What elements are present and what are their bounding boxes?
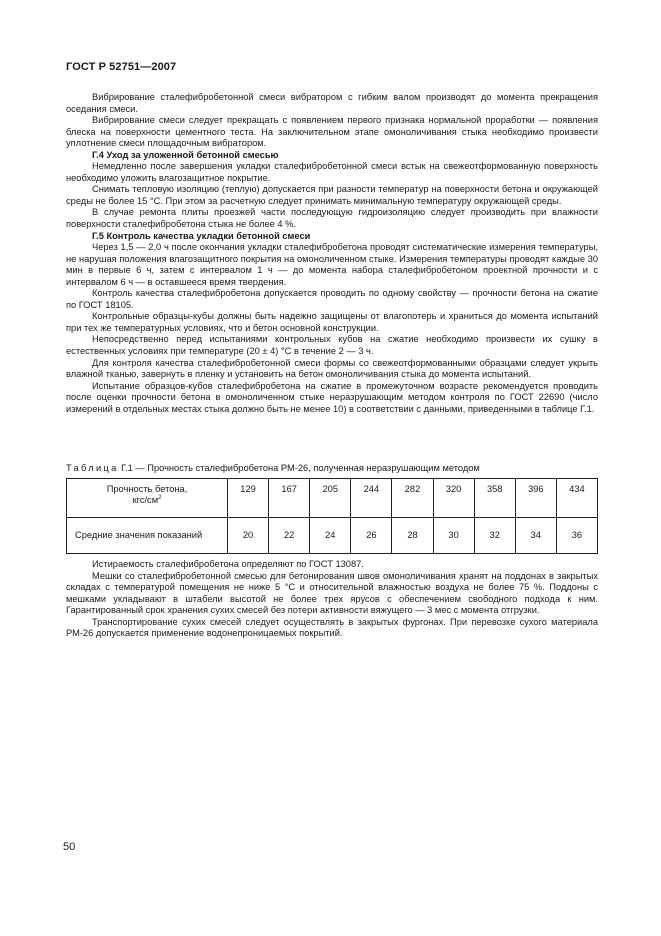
paragraph: Через 1,5 — 2,0 ч после окончания укладки сталефибробетона проводят систематические измерения температуры, не нарушая положения влагозащитного покрытия на омоноличенном стыке. Измерения температуры проводят каждые 30 мин в первые 6 ч, затем с интервалом 1 ч — до момента набора сталефибробетоном проектной прочности и с интервалом 6 ч — в оставшееся время твердения. — [66, 242, 598, 287]
table-row — [67, 479, 598, 518]
table-cell: 28 — [392, 518, 433, 554]
page-number: 50 — [63, 841, 76, 853]
paragraph: Снимать тепловую изоляцию (теплую) допускается при разности температур на поверхности бетона и окружающей среды не более 15 °С. При этом за расчетную следует принимать минимальную температуру окружающей среды. — [66, 184, 598, 206]
table-caption — [66, 463, 480, 473]
paragraph: Испытание образцов-кубов сталефибробетона на сжатие в промежуточном возрасте рекомендуется проводить после оценки прочности бетона в омоноличенном стыке неразрушающим методом контроля по ГОСТ 22690 (число измерений в отдельных местах стыка должно быть не менее 10) в соответствии с данными, приведенными в таблице Г.1. — [66, 380, 598, 414]
table-cell: 167 — [269, 479, 310, 518]
section-heading: Г.4 Уход за уложенной бетонной смесью — [92, 149, 279, 160]
table-cell: 32 — [474, 518, 515, 554]
table-cell: 358 — [474, 479, 515, 518]
paragraph: Вибрирование смеси следует прекращать с появлением первого признака нормальной проработки — появления блеска на поверхности цементного теста. На заключительном этапе омоноличивания стыка необходимо произвести уплотнение смеси площадочным вибратором. — [66, 115, 598, 149]
table-cell: 396 — [515, 479, 556, 518]
paragraph: Немедленно после завершения укладки сталефибробетонной смеси встык на свежеотформованную поверхность необходимо уложить влагозащитное покрытие. — [66, 161, 598, 183]
document-body-continued — [66, 559, 598, 640]
table-cell: 244 — [351, 479, 392, 518]
table-cell: 282 — [392, 479, 433, 518]
strength-table — [66, 478, 598, 554]
table-caption-word: Таблица — [66, 463, 119, 473]
table-cell: 24 — [310, 518, 351, 554]
table-cell: 34 — [515, 518, 556, 554]
table-cell: 36 — [556, 518, 597, 554]
paragraph: В случае ремонта плиты проезжей части последующую гидроизоляцию следует производить при влажности поверхности сталефибробетона стыка не более 4 %. — [66, 207, 598, 230]
section-heading: Г.5 Контроль качества укладки бетонной смеси — [92, 230, 311, 241]
paragraph: Для контроля качества сталефибробетонной смеси формы со свежеотформованными образцами следует укрыть влажной тканью, завернуть в пленку и установить на бетон омоноличивания стыка до момента испытаний. — [66, 357, 598, 380]
paragraph: Вибрирование сталефибробетонной смеси вибратором с гибким валом производят до момента прекращения оседания смеси. — [66, 92, 598, 114]
table-cell: 30 — [433, 518, 474, 554]
table-row-label: Прочность бетона, кгс/$см^2$ — [67, 479, 228, 518]
table-row-label: Средние значения показаний — [67, 518, 228, 554]
paragraph: Мешки со сталефибробетонной смесью для бетонирования швов омоноличивания хранят на поддонах в закрытых складах с температурой помещения не ниже 5 °С и относительной влажностью воздуха не более 75 %. Поддоны с мешками укладывают в штабели высотой не более трех ярусов с обеспечением свободного подхода к ним. Гарантированный срок хранения сухих смесей без потери активности вяжущего — 3 мес с момента отгрузки. — [66, 570, 598, 616]
table-cell: 22 — [269, 518, 310, 554]
paragraph: Непосредственно перед испытаниями контрольных кубов на сжатие необходимо произвести их сушку в естественных условиях при температуре (20 ± 4) °С в течение 2 — 3 ч. — [66, 334, 598, 357]
table-row — [67, 518, 598, 554]
table-cell: 205 — [310, 479, 351, 518]
paragraph: Истираемость сталефибробетона определяют по ГОСТ 13087. — [92, 559, 364, 569]
table-cell: 26 — [351, 518, 392, 554]
document-body — [66, 92, 598, 415]
paragraph: Транспортирование сухих смесей следует осуществлять в закрытых фургонах. При перевозке сухого материала РМ-26 допускается применение водонепроницаемых покрытий. — [66, 616, 598, 639]
table-cell: 20 — [228, 518, 269, 554]
document-header: ГОСТ Р 52751—2007 — [66, 61, 177, 73]
paragraph: Контроль качества сталефибробетона допускается проводить по одному свойству — прочности бетона на сжатие по ГОСТ 18105. — [66, 288, 598, 310]
table-cell: 129 — [228, 479, 269, 518]
table-cell: 434 — [556, 479, 597, 518]
table-caption-text: Г.1 — Прочность сталефибробетона РМ-26, полученная неразрушающим методом — [118, 463, 480, 473]
table-cell: 320 — [433, 479, 474, 518]
paragraph: Контрольные образцы-кубы должны быть надежно защищены от влагопотерь и храниться до момента испытаний при тех же температурных условиях, что и бетон основной конструкции. — [66, 311, 598, 333]
